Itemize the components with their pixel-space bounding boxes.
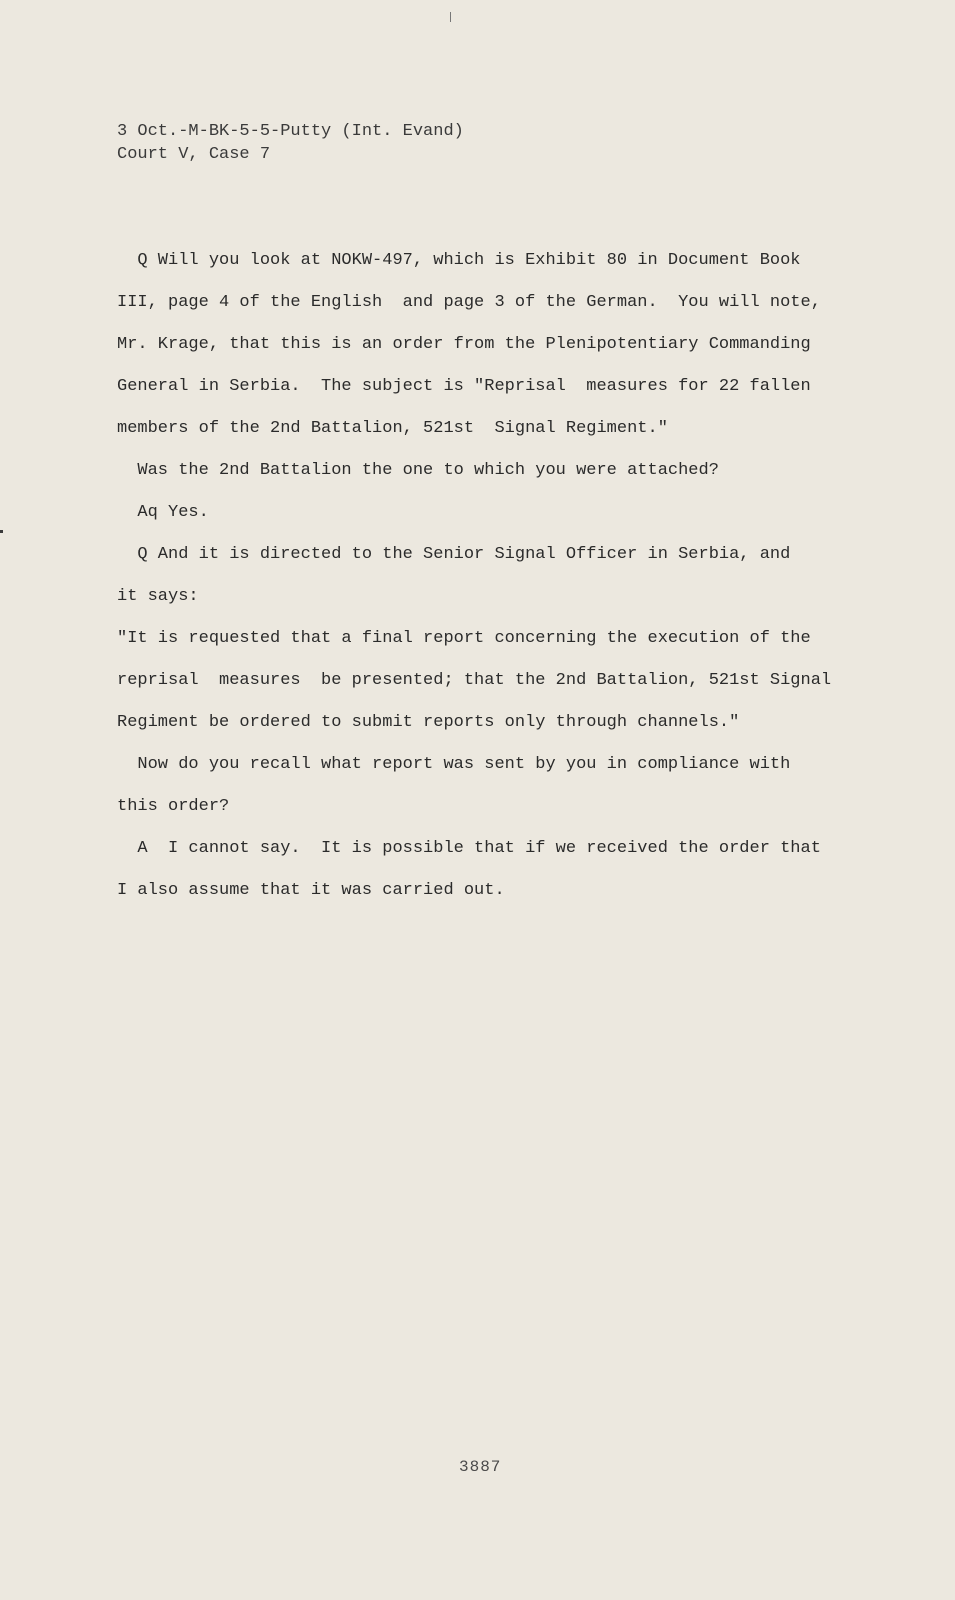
header-court-line: Court V, Case 7 xyxy=(117,145,271,164)
top-margin-mark xyxy=(450,12,451,22)
transcript-line: reprisal measures be presented; that the 2nd Battalion, 521st Signal xyxy=(117,671,832,690)
transcript-line: Was the 2nd Battalion the one to which you were attached? xyxy=(117,461,719,480)
transcript-line: Q Will you look at NOKW-497, which is Exhibit 80 in Document Book xyxy=(117,251,801,270)
transcript-line: A I cannot say. It is possible that if we received the order that xyxy=(117,839,821,858)
transcript-line: Aq Yes. xyxy=(117,503,209,522)
transcript-line: Now do you recall what report was sent by you in compliance with xyxy=(117,755,791,774)
transcript-line: "It is requested that a final report concerning the execution of the xyxy=(117,629,811,648)
transcript-body xyxy=(117,240,847,912)
page-number: 3887 xyxy=(459,1458,502,1476)
transcript-line: this order? xyxy=(117,797,230,816)
transcript-line: Mr. Krage, that this is an order from the Plenipotentiary Commanding xyxy=(117,335,811,354)
left-edge-mark xyxy=(0,530,3,533)
transcript-line: members of the 2nd Battalion, 521st Signal Regiment." xyxy=(117,419,668,438)
transcript-line: Regiment be ordered to submit reports only through channels." xyxy=(117,713,740,732)
transcript-line: III, page 4 of the English and page 3 of the German. You will note, xyxy=(117,293,821,312)
document-header xyxy=(117,120,464,166)
transcript-line: I also assume that it was carried out. xyxy=(117,881,505,900)
transcript-line: Q And it is directed to the Senior Signal Officer in Serbia, and xyxy=(117,545,791,564)
header-session-line: 3 Oct.-M-BK-5-5-Putty (Int. Evand) xyxy=(117,122,464,141)
transcript-line: General in Serbia. The subject is "Reprisal measures for 22 fallen xyxy=(117,377,811,396)
transcript-line: it says: xyxy=(117,587,199,606)
